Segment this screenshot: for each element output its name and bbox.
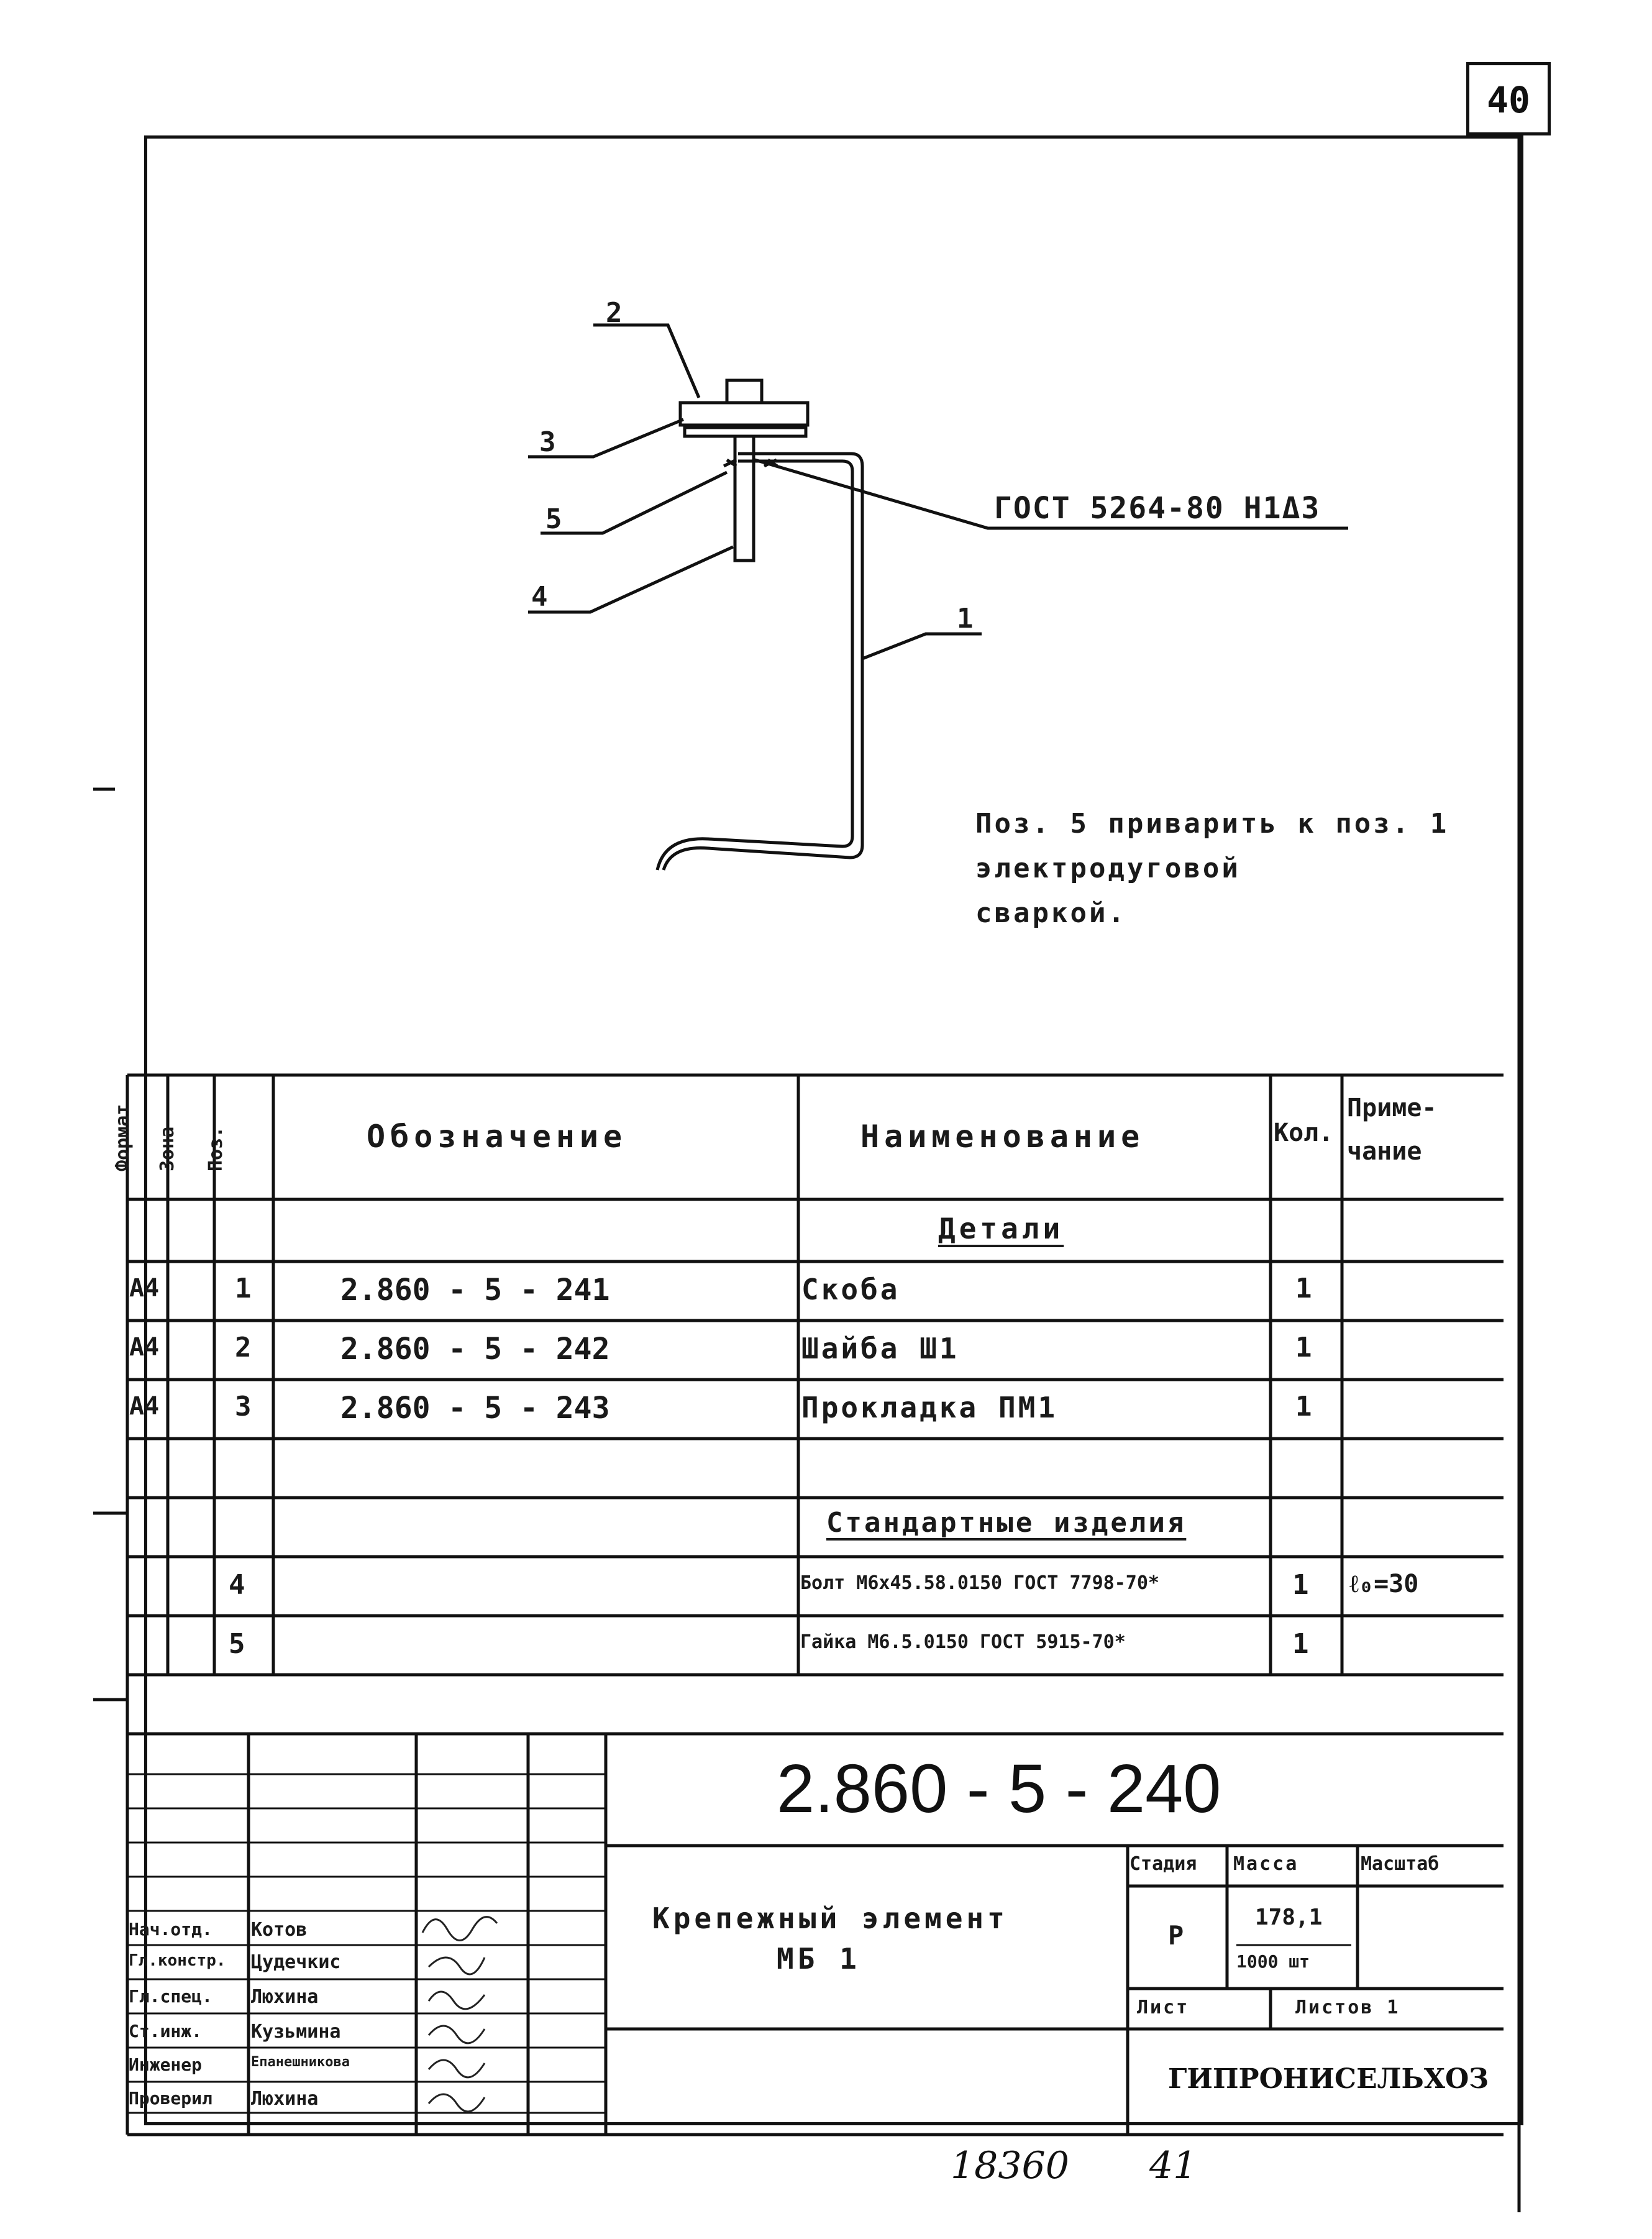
mass-label: Масса	[1233, 1853, 1299, 1875]
header-name: Наименование	[860, 1119, 1145, 1155]
page-number: 41	[1149, 2144, 1197, 2187]
stage-value: Р	[1168, 1920, 1184, 1951]
row-3-pos: 3	[235, 1391, 252, 1422]
title-line-1: Крепежный элемент	[652, 1902, 1008, 1935]
doc-number: 2.860 - 5 - 240	[777, 1751, 1221, 1827]
callout-5: 5	[545, 503, 562, 535]
row-1-format: А4	[129, 1274, 160, 1303]
sheets-label: Листов 1	[1295, 1997, 1400, 2018]
stage-label: Стадия	[1129, 1853, 1197, 1875]
header-pos: Поз.	[205, 1126, 227, 1171]
note-line-2: электродуговой	[975, 853, 1241, 884]
signer-name-2: Цудечкис	[251, 1951, 341, 1973]
section-standard: Стандартные изделия	[826, 1507, 1187, 1539]
header-designation: Обозначение	[367, 1119, 627, 1155]
sheet-label: Лист	[1137, 1997, 1190, 2018]
weld-standard: ГОСТ 5264-80 Н1Δ3	[994, 491, 1321, 526]
signature-4	[429, 2026, 485, 2043]
row-5-name: Гайка М6.5.0150 ГОСТ 5915-70*	[800, 1631, 1126, 1653]
row-2-designation: 2.860 - 5 - 242	[340, 1332, 610, 1367]
signer-name-6: Люхина	[251, 2088, 319, 2110]
signer-name-4: Кузьмина	[251, 2021, 341, 2043]
row-5-qty: 1	[1292, 1628, 1309, 1660]
row-2-name: Шайба Ш1	[801, 1332, 959, 1365]
header-note-2: чание	[1347, 1137, 1422, 1166]
row-1-name: Скоба	[801, 1273, 900, 1306]
sheet-number: 40	[1487, 79, 1530, 121]
row-1-designation: 2.860 - 5 - 241	[340, 1273, 610, 1307]
signer-role-1: Нач.отд.	[129, 1919, 212, 1939]
row-1-qty: 1	[1295, 1273, 1312, 1304]
header-note-1: Приме-	[1347, 1094, 1437, 1122]
signature-6	[429, 2094, 485, 2112]
header-format: Формат	[112, 1104, 134, 1171]
section-details: Детали	[938, 1212, 1064, 1245]
signature-1	[422, 1917, 497, 1941]
row-5-pos: 5	[229, 1628, 245, 1660]
signature-5	[429, 2060, 485, 2077]
signer-name-3: Люхина	[251, 1986, 319, 2008]
inventory-number: 18360	[951, 2144, 1069, 2187]
row-4-pos: 4	[229, 1569, 245, 1601]
note-line-3: сваркой.	[975, 897, 1127, 929]
signer-name-5: Епанешникова	[251, 2054, 350, 2070]
mass-unit: 1000 шт	[1236, 1951, 1310, 1972]
signer-role-2: Гл.констр.	[129, 1951, 226, 1970]
title-line-2: МБ 1	[777, 1942, 860, 1976]
mass-value: 178,1	[1255, 1905, 1323, 1930]
row-3-qty: 1	[1295, 1391, 1312, 1422]
note-line-1: Поз. 5 приварить к поз. 1	[975, 808, 1449, 840]
scale-label: Масштаб	[1361, 1853, 1440, 1875]
signer-role-5: Инженер	[129, 2054, 203, 2075]
row-3-format: А4	[129, 1392, 160, 1421]
signer-role-3: Гл.спец.	[129, 1986, 212, 2007]
row-4-name: Болт М6х45.58.0150 ГОСТ 7798-70*	[800, 1572, 1159, 1594]
row-2-format: А4	[129, 1333, 160, 1362]
header-zone: Зона	[157, 1126, 178, 1171]
callout-4: 4	[531, 581, 548, 613]
signature-2	[429, 1957, 485, 1974]
row-3-name: Прокладка ПМ1	[801, 1391, 1058, 1424]
row-1-pos: 1	[235, 1273, 252, 1304]
row-3-designation: 2.860 - 5 - 243	[340, 1391, 610, 1426]
callout-1: 1	[957, 603, 974, 634]
row-4-note: ℓ₀=30	[1349, 1570, 1419, 1598]
signer-role-6: Проверил	[129, 2088, 212, 2109]
callout-3: 3	[539, 426, 556, 458]
row-2-qty: 1	[1295, 1332, 1312, 1363]
row-4-qty: 1	[1292, 1569, 1309, 1601]
signer-role-4: Ст.инж.	[129, 2021, 203, 2041]
organization: ГИПРОНИСЕЛЬХОЗ	[1168, 2063, 1489, 2095]
signer-name-1: Котов	[251, 1919, 308, 1941]
row-2-pos: 2	[235, 1332, 252, 1363]
signature-3	[429, 1992, 485, 2009]
callout-2: 2	[606, 297, 623, 329]
header-qty: Кол.	[1274, 1119, 1334, 1147]
